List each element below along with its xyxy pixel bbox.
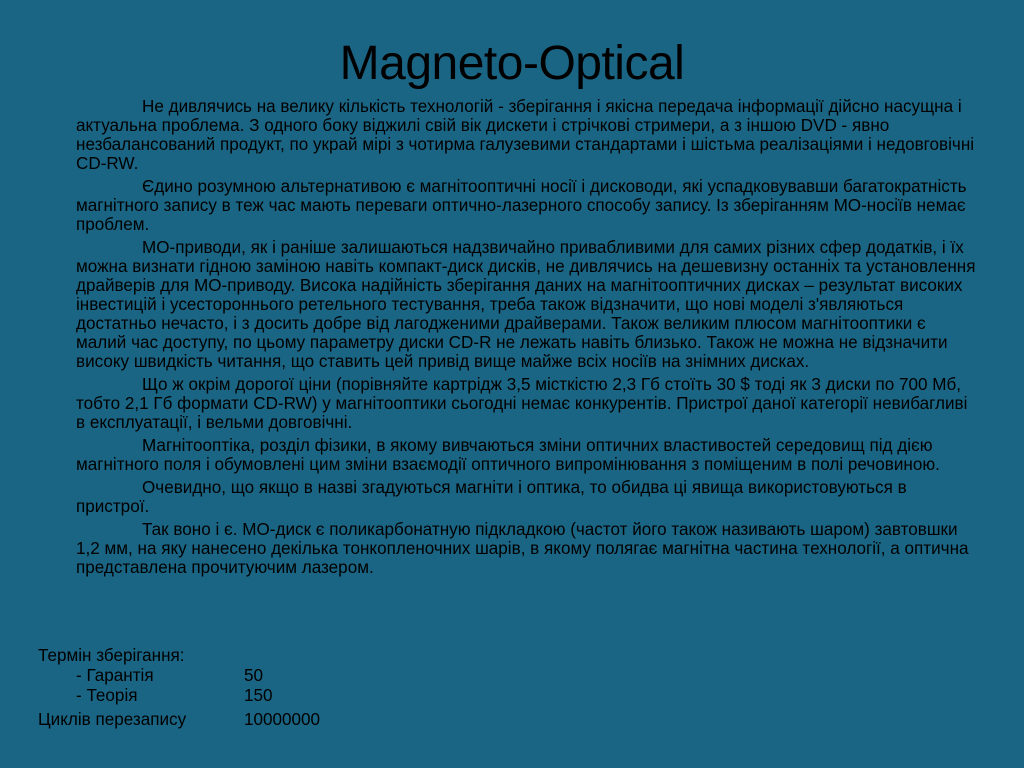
- warranty-label: - Гарантія: [76, 666, 154, 685]
- storage-term-row: [38, 646, 638, 666]
- slide-title: Magneto-Optical: [339, 37, 685, 90]
- paragraph: Що ж окрім дорогої ціни (порівняйте картрідж 3,5 місткістю 2,3 Гб стоїть 30 $ тоді як 3 диски по 700 Мб, тобто 2,1 Гб формати CD-RW) у магнітооптики сьогодні немає конкурентів. Пристрої даної категорії невибагливі в експлуатації, і вельми довговічні.: [76, 375, 968, 432]
- storage-term-label: Термін зберігання:: [38, 646, 185, 665]
- slide-body: [76, 97, 980, 581]
- paragraph: Очевидно, що якщо в назві згадуються магніти і оптика, то обидва ці явища використовуються в пристрої.: [76, 478, 907, 516]
- paragraph: Не дивлячись на велику кількість технологій - зберігання і якісна передача інформації дійсно насущна і актуальна проблема. З одного боку віджилі свій вік дискети і стрічкові стримери, а з іншою DVD - явно незбалансований продукт, по украй мірі з чотирма галузевими стандартами і шістьма реалізаціями і недовговічні CD-RW.: [76, 97, 975, 173]
- paragraph: Магнітооптіка, розділ фізики, в якому вивчаються зміни оптичних властивостей середовищ під дією магнітного поля і обумовлені цим зміни взаємодії оптичного випромінювання з поміщеним в полі речовиною.: [76, 436, 940, 474]
- rewrite-cycles-row: [38, 710, 638, 730]
- rewrite-cycles-value: 10000000: [244, 710, 321, 729]
- warranty-row: [38, 666, 638, 686]
- theory-label: - Теорія: [76, 686, 138, 705]
- theory-row: [38, 686, 638, 706]
- specs-list: [38, 646, 638, 730]
- paragraph: Так воно і є. МО-диск є поликарбонатную підкладкою (частот його також називають шаром) завтовшки 1,2 мм, на яку нанесено декілька тонкопленочних шарів, в якому полягає магнітна частина технології, а оптична представлена прочитуючим лазером.: [76, 520, 969, 577]
- paragraph: Єдино розумною альтернативою є магнітооптичні носії і дисководи, які успадковувавши багатократність магнітного запису в теж час мають переваги оптично-лазерного способу запису. Із зберіганням МО-носіїв немає проблем.: [76, 177, 967, 234]
- paragraph: МО-приводи, як і раніше залишаються надзвичайно привабливими для самих різних сфер додатків, і їх можна визнати гідною заміною навіть компакт-диск дисків, не дивлячись на дешевизну останніх та установлення драйверів для МО-приводу. Висока надійність зберігання даних на магнітооптичних дисках – результат високих інвестицій і усестороннього ретельного тестування, треба також відзначити, що нові моделі з'являються достатньо нечасто, і з досить добре від лагодженими драйверами. Також великим плюсом магнітооптики є малий час доступу, по цьому параметру диски CD-R не лежать навіть близько. Також не можна не відзначити високу швидкість читання, що ставить цей привід вище майже всіх носіїв на знімних дисках.: [76, 238, 976, 371]
- theory-value: 150: [244, 686, 273, 705]
- warranty-value: 50: [244, 666, 264, 685]
- rewrite-cycles-label: Циклів перезапису: [38, 710, 187, 729]
